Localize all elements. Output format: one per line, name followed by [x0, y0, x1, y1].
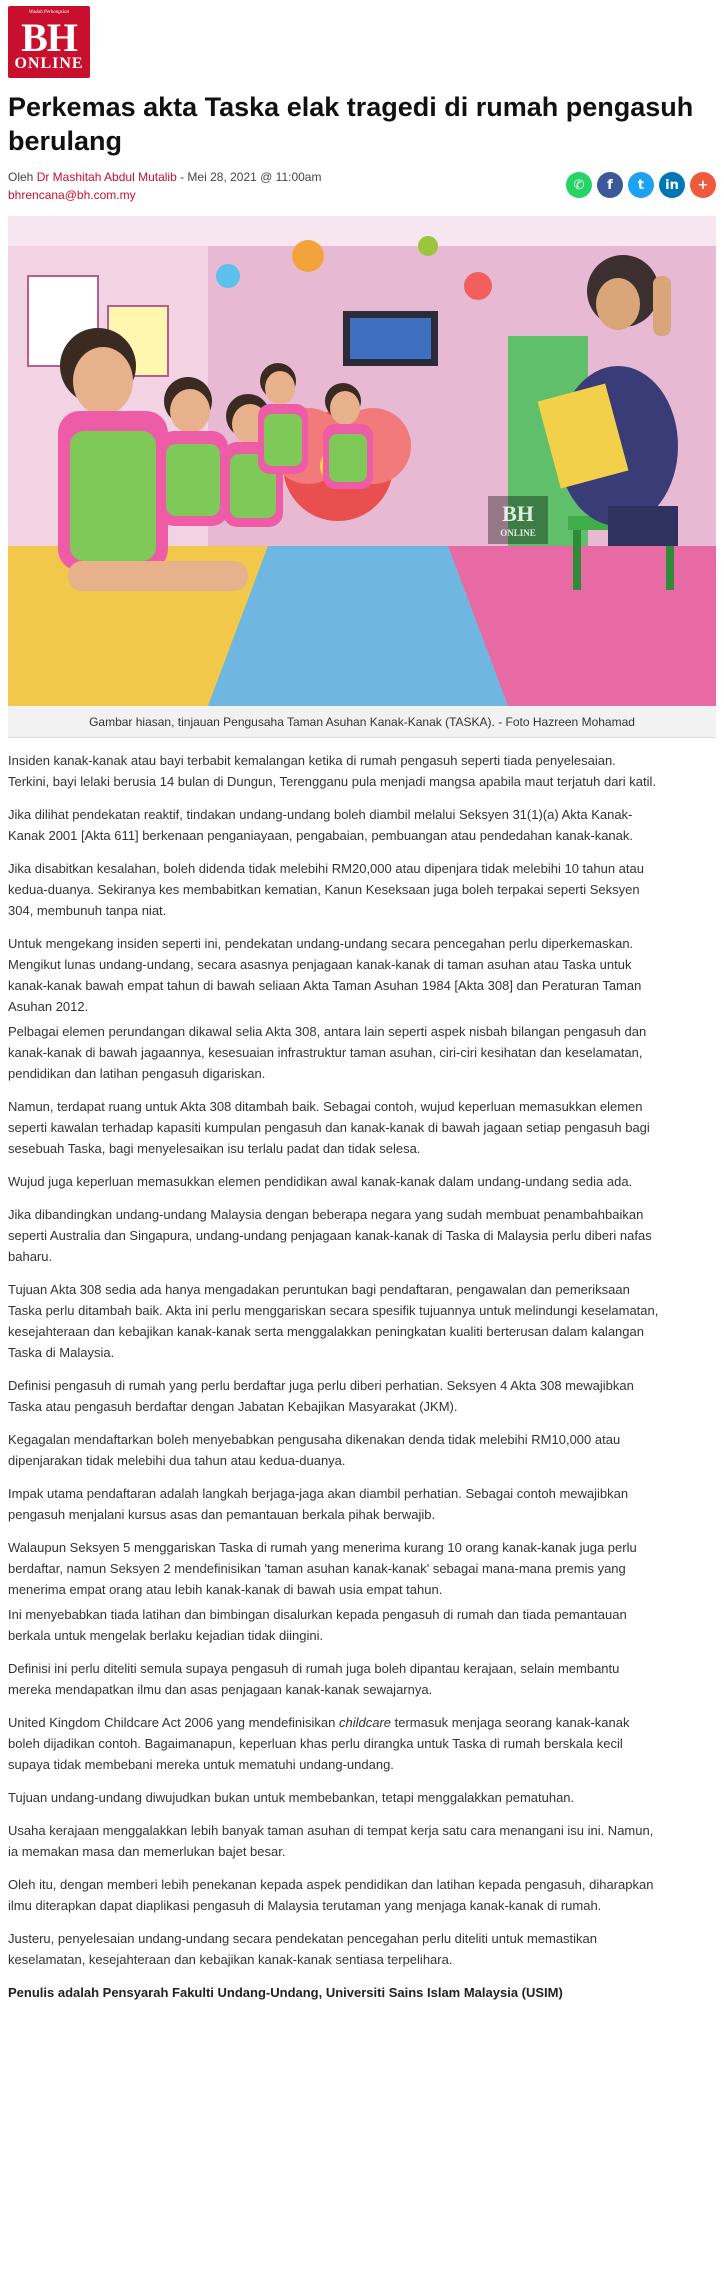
paragraph: Justeru, penyelesaian undang-undang secara pendekatan pencegahan perlu diteliti untuk memastikan keselamatan, kesejahteraan dan kebajikan kanak-kanak sentiasa terpelihara.: [8, 1931, 598, 1967]
facebook-share-icon[interactable]: f: [597, 172, 623, 198]
twitter-share-icon[interactable]: t: [628, 172, 654, 198]
masthead: [8, 0, 716, 82]
article-title: Perkemas akta Taska elak tragedi di rumah pengasuh berulang: [8, 92, 694, 156]
paragraph: Jika dilihat pendekatan reaktif, tindakan undang-undang boleh diambil melalui Seksyen 31(1)(a) Akta Kanak-Kanak 2001 [Akta 611] berkenaan penganiayaan, pengabaian, pembuangan atau pendedahan kanak-kanak.: [8, 807, 633, 843]
byline: [8, 168, 321, 204]
byline-row: [8, 168, 716, 214]
logo-sub: ONLINE: [14, 55, 84, 72]
paragraph: Definisi pengasuh di rumah yang perlu berdaftar juga perlu diberi perhatian. Seksyen 4 Akta 308 mewajibkan Taska atau pengasuh berdaftar dengan Jabatan Kebajikan Masyarakat (JKM).: [8, 1378, 634, 1414]
logo-tagline: Wadah Perkongsian: [28, 10, 70, 15]
paragraph: Jika dibandingkan undang-undang Malaysia dengan beberapa negara yang sudah membuat penambahbaikan seperti Australia dan Singapura, undang-undang penjagaan kanak-kanak di Taska di Malaysia perlu diberi nafas baharu.: [8, 1207, 652, 1264]
logo-brand: BH: [21, 15, 77, 60]
paragraph: Untuk mengekang insiden seperti ini, pendekatan undang-undang secara pencegahan perlu diperkemaskan. Mengikut lunas undang-undang, secara asasnya penjagaan kanak-kanak di taman asuhan atau Taska untuk kanak-kanak bawah empat tahun di bawah seliaan Akta Taman Asuhan 1984 [Akta 308] dan Peraturan Taman Asuhan 2012.: [8, 936, 642, 1014]
publish-date: - Mei 28, 2021 @ 11:00am: [176, 170, 322, 184]
paragraph: Wujud juga keperluan memasukkan elemen pendidikan awal kanak-kanak dalam undang-undang sedia ada.: [8, 1174, 633, 1189]
paragraph: Tujuan Akta 308 sedia ada hanya mengadakan peruntukan bagi pendaftaran, pengawalan dan pemeriksaan Taska perlu ditambah baik. Akta ini perlu menggariskan secara spesifik tujuannya untuk melindungi keselamatan, kesejahteraan dan kebajikan kanak-kanak serta menggalakkan peningkatan kualiti berterusan dalam kalangan Taska di Malaysia.: [8, 1282, 659, 1360]
paragraph: Walaupun Seksyen 5 menggariskan Taska di rumah yang menerima kurang 10 orang kanak-kanak juga perlu berdaftar, namun Seksyen 2 mendefinisikan 'taman asuhan kanak-kanak' sebagai mana-mana premis yang menerima empat orang atau lebih kanak-kanak di bawah usia empat tahun.: [8, 1540, 637, 1597]
paragraph: Insiden kanak-kanak atau bayi terbabit kemalangan ketika di rumah pengasuh seperti tiada penyelesaian. Terkini, bayi lelaki berusia 14 bulan di Dungun, Terengganu pula menjadi mangsa apabila maut terjatuh dari katil.: [8, 753, 656, 789]
byline-prefix: Oleh: [8, 170, 37, 184]
author-note: Penulis adalah Pensyarah Fakulti Undang-Undang, Universiti Sains Islam Malaysia (USIM): [8, 1985, 563, 2000]
author-link[interactable]: Dr Mashitah Abdul Mutalib: [36, 170, 177, 184]
paragraph: Oleh itu, dengan memberi lebih penekanan kepada aspek pendidikan dan latihan kepada pengasuh, diharapkan ilmu diterapkan dapat diaplikasi pengasuh di Malaysia terutaman yang menjaga kanak-kanak di rumah.: [8, 1877, 654, 1913]
hero-image: [8, 216, 716, 706]
image-watermark-brand: BH: [502, 501, 534, 526]
uk-para-after: termasuk menjaga seorang kanak-kanak boleh dijadikan contoh. Bagaimanapun, keperluan khas perlu dirangka untuk Taska di rumah berskala kecil supaya tidak membebani mereka untuk mematuhi undang-undang.: [8, 1715, 630, 1772]
hero-illustration: [8, 216, 716, 706]
more-share-icon[interactable]: +: [690, 172, 716, 198]
paragraph: Namun, terdapat ruang untuk Akta 308 ditambah baik. Sebagai contoh, wujud keperluan memasukkan elemen seperti kawalan terhadap kapasiti kumpulan pengasuh dan kanak-kanak di bawah jagaan setiap pengasuh bagi sesebuah Taska, bagi menyelesaikan isu terlalu padat dan tidak selesa.: [8, 1099, 650, 1156]
article-body: [8, 738, 660, 2003]
image-caption: Gambar hiasan, tinjauan Pengusaha Taman Asuhan Kanak-Kanak (TASKA). - Foto Hazreen Mohamad: [8, 706, 716, 738]
bh-online-logo[interactable]: [8, 6, 90, 78]
uk-para-em: childcare: [338, 1715, 392, 1730]
paragraph: Usaha kerajaan menggalakkan lebih banyak taman asuhan di tempat kerja satu cara menangani isu ini. Namun, ia memakan masa dan memerlukan bajet besar.: [8, 1823, 654, 1859]
paragraph: Jika disabitkan kesalahan, boleh didenda tidak melebihi RM20,000 atau dipenjara tidak melebihi 10 tahun atau kedua-duanya. Sekiranya kes membabitkan kematian, Kanun Keseksaan juga boleh terpakai seperti Seksyen 304, membunuh tanpa niat.: [8, 861, 644, 918]
share-buttons: [566, 172, 716, 198]
image-watermark-sub: ONLINE: [500, 528, 536, 538]
linkedin-share-icon[interactable]: in: [659, 172, 685, 198]
hero-figure: [8, 216, 716, 738]
uk-para-before: United Kingdom Childcare Act 2006 yang mendefinisikan: [8, 1715, 339, 1730]
paragraph-uk-childcare: [8, 1712, 660, 1775]
whatsapp-share-icon[interactable]: ✆: [566, 172, 592, 198]
paragraph: Kegagalan mendaftarkan boleh menyebabkan pengusaha dikenakan denda tidak melebihi RM10,000 atau dipenjarakan tidak melebihi dua tahun atau kedua-duanya.: [8, 1432, 621, 1468]
paragraph: Impak utama pendaftaran adalah langkah berjaga-jaga akan diambil perhatian. Sebagai contoh mewajibkan pengasuh menjalani kursus asas dan pemantauan berkala pihak berwajib.: [8, 1486, 629, 1522]
paragraph: Definisi ini perlu diteliti semula supaya pengasuh di rumah juga boleh dipantau kerajaan, selain membantu mereka mendapatkan ilmu dan asas penjagaan kanak-kanak sewajarnya.: [8, 1661, 620, 1697]
paragraph: Tujuan undang-undang diwujudkan bukan untuk membebankan, tetapi menggalakkan pematuhan.: [8, 1790, 575, 1805]
paragraph: Pelbagai elemen perundangan dikawal selia Akta 308, antara lain seperti aspek nisbah bilangan pengasuh dan kanak-kanak di bawah jagaannya, kesesuaian infrastruktur taman asuhan, ciri-ciri kesihatan dan keselamatan, pendidikan dan latihan pengasuh digariskan.: [8, 1024, 647, 1081]
author-email-link[interactable]: bhrencana@bh.com.my: [8, 188, 136, 202]
paragraph: Ini menyebabkan tiada latihan dan bimbingan disalurkan kepada pengasuh di rumah dan tiada pemantauan berkala untuk mengelak berlaku kejadian tidak diingini.: [8, 1607, 627, 1643]
